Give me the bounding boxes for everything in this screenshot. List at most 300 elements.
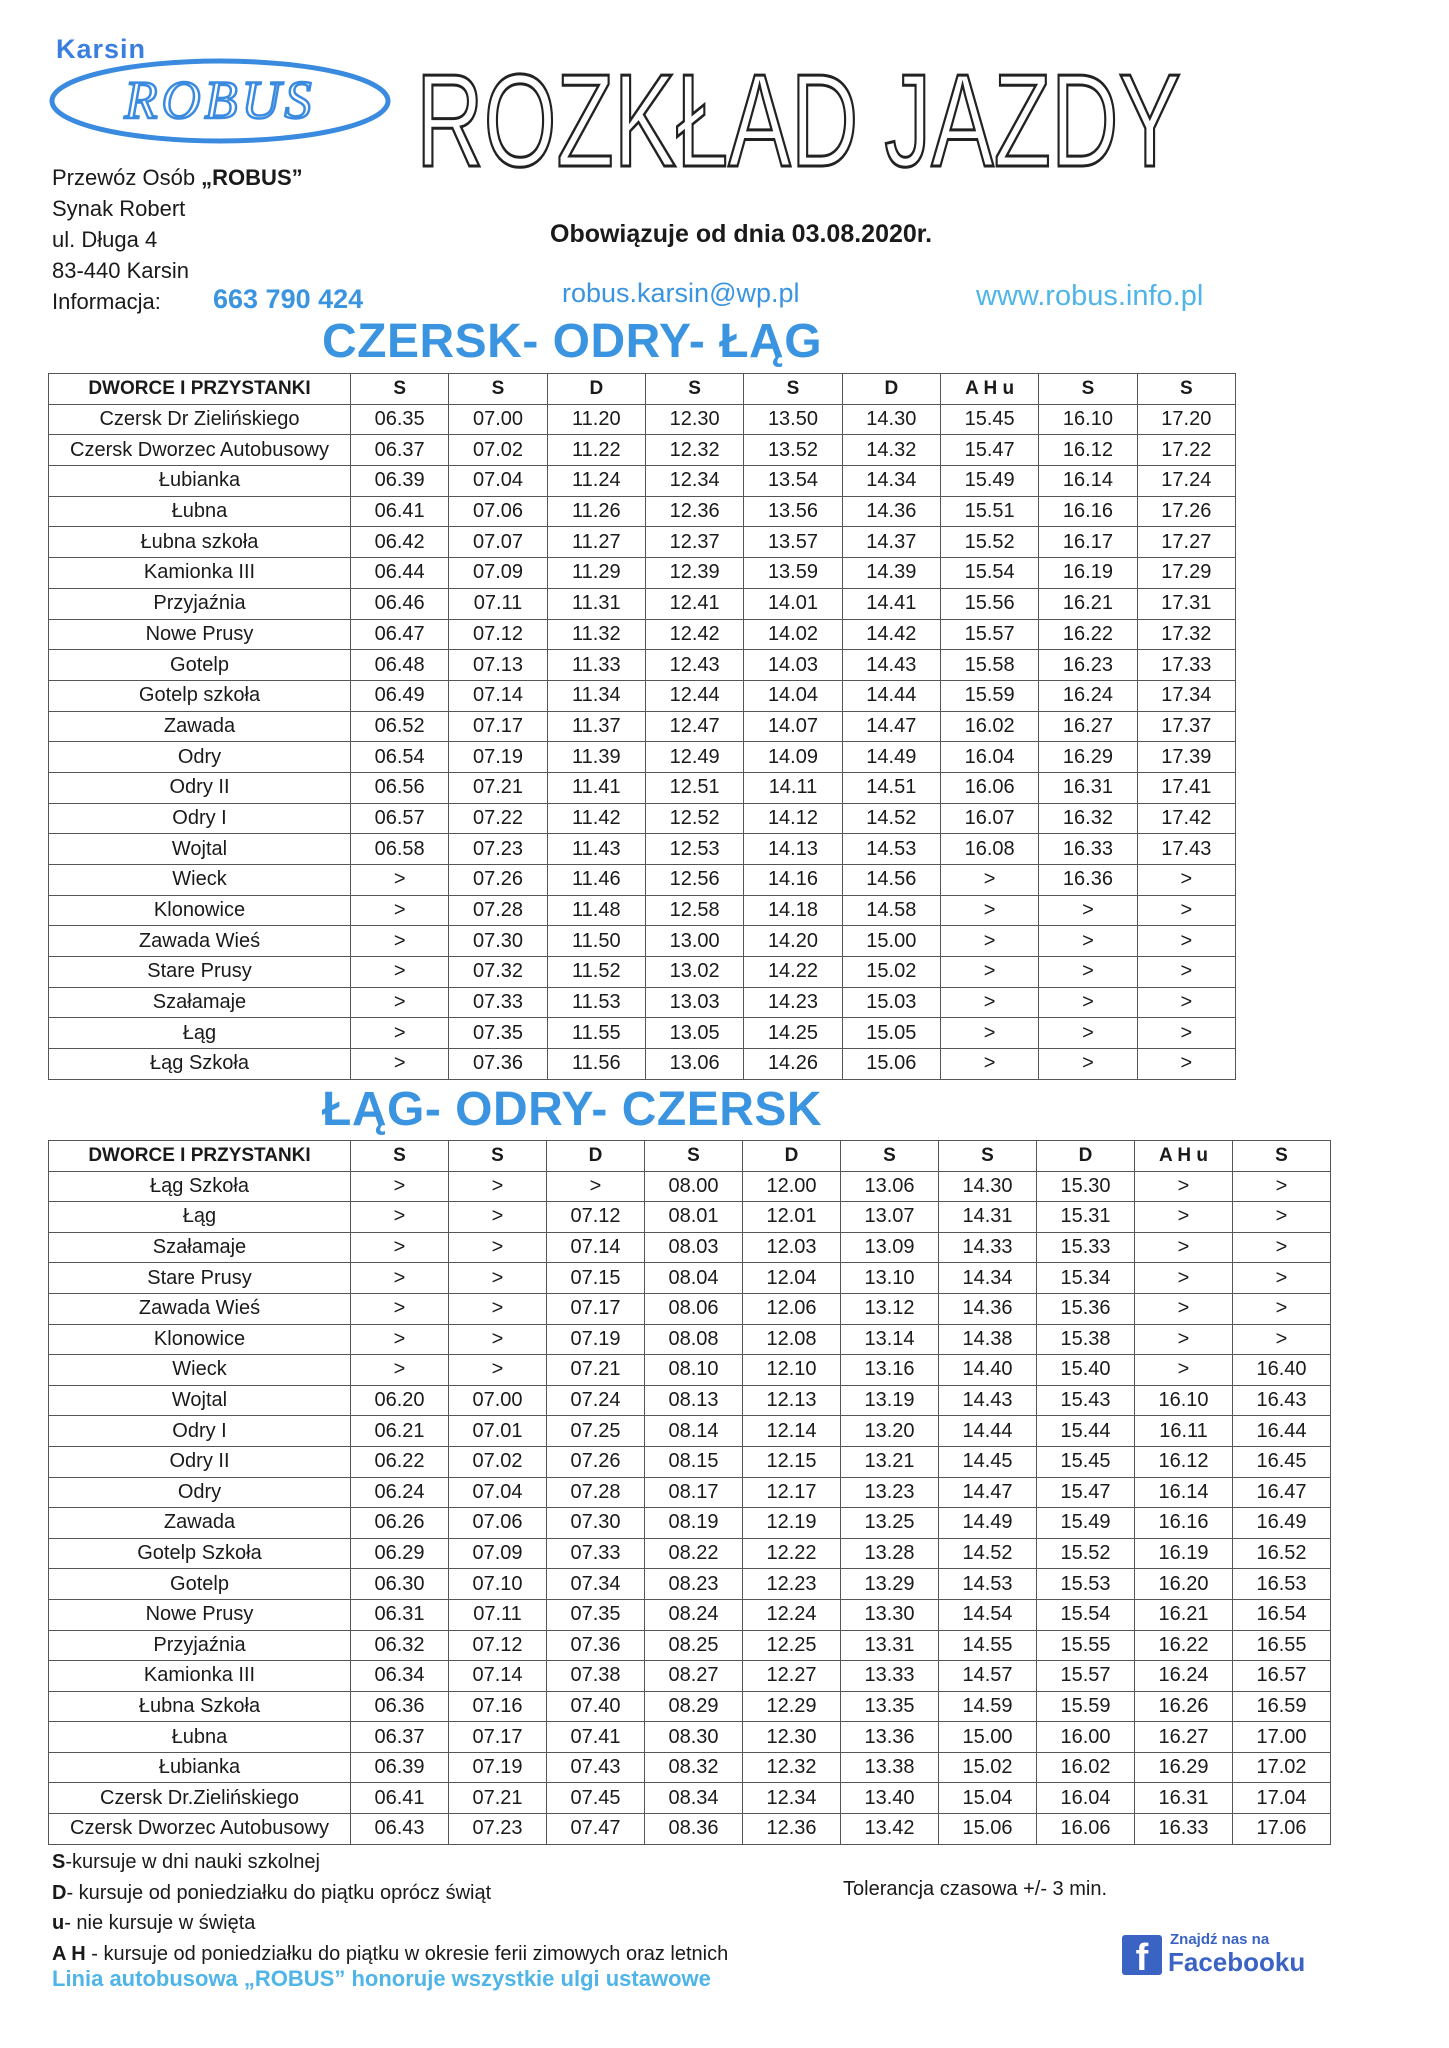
departure-time: 12.32	[743, 1752, 841, 1783]
email-address: robus.karsin@wp.pl	[562, 278, 800, 308]
table-row	[49, 865, 1236, 896]
stop-name: Czersk Dworzec Autobusowy	[49, 1814, 351, 1845]
departure-time: 14.57	[939, 1661, 1037, 1692]
tolerance-note: Tolerancja czasowa +/- 3 min.	[843, 1878, 1108, 1900]
departure-time: 13.59	[744, 558, 842, 589]
stop-name: Czersk Dworzec Autobusowy	[49, 435, 351, 466]
departure-time: 07.22	[449, 803, 547, 834]
departure-time: 12.15	[743, 1446, 841, 1477]
table-row	[49, 1263, 1331, 1294]
departure-time: 12.10	[743, 1355, 841, 1386]
departure-time: >	[351, 1324, 449, 1355]
departure-time: 12.13	[743, 1385, 841, 1416]
route1-title: CZERSK- ODRY- ŁĄG	[322, 315, 823, 368]
departure-time: 06.21	[351, 1416, 449, 1447]
company-street: ul. Długa 4	[52, 227, 158, 252]
departure-time: 14.59	[939, 1691, 1037, 1722]
departure-time: 17.29	[1137, 558, 1235, 589]
departure-time: 07.45	[547, 1783, 645, 1814]
departure-time: 13.21	[841, 1446, 939, 1477]
departure-time: >	[1039, 987, 1137, 1018]
departure-time: 07.36	[449, 1049, 547, 1080]
departure-time: 13.42	[841, 1814, 939, 1845]
departure-time: 07.26	[547, 1446, 645, 1477]
departure-time: 14.30	[939, 1171, 1037, 1202]
departure-time: 14.03	[744, 650, 842, 681]
departure-time: 17.32	[1137, 619, 1235, 650]
departure-time: >	[1233, 1232, 1331, 1263]
departure-time: 06.30	[351, 1569, 449, 1600]
departure-time: 16.10	[1135, 1385, 1233, 1416]
departure-time: 11.53	[547, 987, 645, 1018]
departure-time: 14.04	[744, 680, 842, 711]
departure-time: 14.49	[842, 742, 940, 773]
table-row	[49, 558, 1236, 589]
departure-time: 12.34	[645, 466, 743, 497]
stop-name: Zawada	[49, 711, 351, 742]
stop-name: Odry II	[49, 772, 351, 803]
departure-time: 15.57	[1037, 1661, 1135, 1692]
departure-time: >	[351, 1202, 449, 1233]
departure-time: 15.53	[1037, 1569, 1135, 1600]
stop-name: Wojtal	[49, 834, 351, 865]
departure-time: 16.31	[1039, 772, 1137, 803]
departure-time: 12.58	[645, 895, 743, 926]
table-row	[49, 772, 1236, 803]
departure-time: 16.04	[1037, 1783, 1135, 1814]
departure-time: 16.33	[1135, 1814, 1233, 1845]
departure-time: >	[449, 1324, 547, 1355]
column-header-course: S	[645, 374, 743, 405]
departure-time: 07.12	[547, 1202, 645, 1233]
departure-time: 16.19	[1135, 1538, 1233, 1569]
column-header-stops: DWORCE I PRZYSTANKI	[49, 1141, 351, 1172]
departure-time: >	[1233, 1263, 1331, 1294]
departure-time: >	[940, 987, 1038, 1018]
departure-time: 07.26	[449, 865, 547, 896]
departure-time: 11.39	[547, 742, 645, 773]
departure-time: 15.02	[939, 1752, 1037, 1783]
departure-time: 16.00	[1037, 1722, 1135, 1753]
column-header-course: A H u	[940, 374, 1038, 405]
departure-time: 15.33	[1037, 1232, 1135, 1263]
departure-time: 07.02	[449, 435, 547, 466]
departure-time: 12.56	[645, 865, 743, 896]
departure-time: 08.04	[645, 1263, 743, 1294]
departure-time: >	[547, 1171, 645, 1202]
departure-time: 12.00	[743, 1171, 841, 1202]
departure-time: 08.10	[645, 1355, 743, 1386]
departure-time: 12.24	[743, 1599, 841, 1630]
departure-time: 13.28	[841, 1538, 939, 1569]
departure-time: 07.33	[547, 1538, 645, 1569]
column-header-course: D	[1037, 1141, 1135, 1172]
departure-time: 13.56	[744, 496, 842, 527]
departure-time: 13.31	[841, 1630, 939, 1661]
departure-time: 12.29	[743, 1691, 841, 1722]
departure-time: 14.52	[842, 803, 940, 834]
departure-time: 17.24	[1137, 466, 1235, 497]
departure-time: 07.00	[449, 404, 547, 435]
stop-name: Przyjaźnia	[49, 588, 351, 619]
departure-time: 17.27	[1137, 527, 1235, 558]
departure-time: 16.32	[1039, 803, 1137, 834]
departure-time: >	[449, 1293, 547, 1324]
departure-time: 16.12	[1039, 435, 1137, 466]
departure-time: 16.21	[1135, 1599, 1233, 1630]
departure-time: 13.00	[645, 926, 743, 957]
departure-time: 14.56	[842, 865, 940, 896]
stop-name: Łubna szkoła	[49, 527, 351, 558]
column-header-course: S	[645, 1141, 743, 1172]
departure-time: 07.21	[449, 1783, 547, 1814]
departure-time: 06.39	[351, 1752, 449, 1783]
table-row	[49, 1324, 1331, 1355]
departure-time: 07.12	[449, 1630, 547, 1661]
departure-time: 06.48	[351, 650, 449, 681]
departure-time: 11.33	[547, 650, 645, 681]
departure-time: 14.23	[744, 987, 842, 1018]
column-header-course: D	[547, 1141, 645, 1172]
departure-time: 13.19	[841, 1385, 939, 1416]
departure-time: 15.58	[940, 650, 1038, 681]
departure-time: 11.48	[547, 895, 645, 926]
departure-time: 06.56	[351, 772, 449, 803]
departure-time: 14.18	[744, 895, 842, 926]
departure-time: 07.28	[449, 895, 547, 926]
departure-time: 08.03	[645, 1232, 743, 1263]
departure-time: 11.32	[547, 619, 645, 650]
departure-time: 16.52	[1233, 1538, 1331, 1569]
stop-name: Odry	[49, 742, 351, 773]
departure-time: 12.30	[645, 404, 743, 435]
website-url: www.robus.info.pl	[976, 280, 1204, 312]
departure-time: 07.10	[449, 1569, 547, 1600]
departure-time: 15.44	[1037, 1416, 1135, 1447]
departure-time: 06.29	[351, 1538, 449, 1569]
departure-time: >	[1135, 1232, 1233, 1263]
departure-time: 12.30	[743, 1722, 841, 1753]
stop-name: Łubna Szkoła	[49, 1691, 351, 1722]
departure-time: >	[449, 1355, 547, 1386]
departure-time: 08.22	[645, 1538, 743, 1569]
departure-time: 15.54	[940, 558, 1038, 589]
departure-time: >	[940, 1018, 1038, 1049]
departure-time: 16.49	[1233, 1508, 1331, 1539]
departure-time: 07.30	[547, 1508, 645, 1539]
departure-time: 17.37	[1137, 711, 1235, 742]
stop-name: Zawada Wieś	[49, 1293, 351, 1324]
departure-time: 07.12	[449, 619, 547, 650]
stop-name: Łąg Szkoła	[49, 1049, 351, 1080]
phone-number: 663 790 424	[213, 284, 364, 314]
departure-time: 16.16	[1039, 496, 1137, 527]
departure-time: 16.02	[940, 711, 1038, 742]
departure-time: 16.04	[940, 742, 1038, 773]
departure-time: 07.35	[449, 1018, 547, 1049]
departure-time: >	[351, 1049, 449, 1080]
departure-time: 14.09	[744, 742, 842, 773]
departure-time: 11.31	[547, 588, 645, 619]
departure-time: 15.34	[1037, 1263, 1135, 1294]
table-row	[49, 1171, 1331, 1202]
departure-time: 06.47	[351, 619, 449, 650]
departure-time: 16.33	[1039, 834, 1137, 865]
departure-time: 13.23	[841, 1477, 939, 1508]
departure-time: 13.50	[744, 404, 842, 435]
departure-time: 14.36	[842, 496, 940, 527]
column-header-course: S	[939, 1141, 1037, 1172]
departure-time: 14.53	[939, 1569, 1037, 1600]
departure-time: 12.01	[743, 1202, 841, 1233]
departure-time: >	[351, 1232, 449, 1263]
stop-name: Stare Prusy	[49, 957, 351, 988]
departure-time: 16.59	[1233, 1691, 1331, 1722]
column-header-course: S	[841, 1141, 939, 1172]
departure-time: 06.41	[351, 1783, 449, 1814]
departure-time: 08.06	[645, 1293, 743, 1324]
stop-name: Szałamaje	[49, 1232, 351, 1263]
table-row	[49, 1508, 1331, 1539]
departure-time: 13.35	[841, 1691, 939, 1722]
departure-time: 15.05	[842, 1018, 940, 1049]
departure-time: 15.47	[940, 435, 1038, 466]
departure-time: 17.31	[1137, 588, 1235, 619]
stop-name: Przyjaźnia	[49, 1630, 351, 1661]
departure-time: 06.34	[351, 1661, 449, 1692]
departure-time: 12.39	[645, 558, 743, 589]
departure-time: 17.41	[1137, 772, 1235, 803]
table-row	[49, 619, 1236, 650]
departure-time: 17.04	[1233, 1783, 1331, 1814]
departure-time: 12.27	[743, 1661, 841, 1692]
departure-time: 15.56	[940, 588, 1038, 619]
departure-time: 07.38	[547, 1661, 645, 1692]
departure-time: 06.35	[351, 404, 449, 435]
departure-time: 14.54	[939, 1599, 1037, 1630]
departure-time: 13.30	[841, 1599, 939, 1630]
departure-time: 15.45	[940, 404, 1038, 435]
route2-timetable	[48, 1140, 1331, 1845]
departure-time: 06.32	[351, 1630, 449, 1661]
departure-time: 13.20	[841, 1416, 939, 1447]
departure-time: 13.14	[841, 1324, 939, 1355]
departure-time: 07.09	[449, 558, 547, 589]
departure-time: >	[1039, 895, 1137, 926]
stop-name: Stare Prusy	[49, 1263, 351, 1294]
departure-time: 07.19	[449, 1752, 547, 1783]
departure-time: 06.22	[351, 1446, 449, 1477]
table-row	[49, 1232, 1331, 1263]
departure-time: 11.42	[547, 803, 645, 834]
departure-time: 13.57	[744, 527, 842, 558]
departure-time: 15.40	[1037, 1355, 1135, 1386]
departure-time: >	[1137, 987, 1235, 1018]
departure-time: 14.53	[842, 834, 940, 865]
departure-time: >	[449, 1202, 547, 1233]
departure-time: >	[1135, 1324, 1233, 1355]
departure-time: 14.44	[939, 1416, 1037, 1447]
legend-item-u: u- nie kursuje w święta	[52, 1912, 256, 1934]
departure-time: 07.40	[547, 1691, 645, 1722]
column-header-course: S	[351, 1141, 449, 1172]
departure-time: 06.44	[351, 558, 449, 589]
departure-time: 14.43	[842, 650, 940, 681]
stop-name: Gotelp szkoła	[49, 680, 351, 711]
stop-name: Klonowice	[49, 895, 351, 926]
departure-time: 16.23	[1039, 650, 1137, 681]
departure-time: 12.53	[645, 834, 743, 865]
departure-time: 11.50	[547, 926, 645, 957]
departure-time: 14.07	[744, 711, 842, 742]
departure-time: 14.41	[842, 588, 940, 619]
column-header-course: D	[743, 1141, 841, 1172]
departure-time: 15.30	[1037, 1171, 1135, 1202]
departure-time: 16.14	[1135, 1477, 1233, 1508]
departure-time: 08.19	[645, 1508, 743, 1539]
departure-time: 07.11	[449, 1599, 547, 1630]
departure-time: 16.08	[940, 834, 1038, 865]
departure-time: 12.34	[743, 1783, 841, 1814]
departure-time: 16.31	[1135, 1783, 1233, 1814]
departure-time: 12.43	[645, 650, 743, 681]
column-header-course: S	[1039, 374, 1137, 405]
table-row	[49, 588, 1236, 619]
departure-time: 12.36	[743, 1814, 841, 1845]
valid-from: Obowiązuje od dnia 03.08.2020r.	[550, 220, 933, 248]
departure-time: 12.17	[743, 1477, 841, 1508]
departure-time: 13.25	[841, 1508, 939, 1539]
departure-time: 07.17	[449, 1722, 547, 1753]
departure-time: 13.54	[744, 466, 842, 497]
departure-time: 14.11	[744, 772, 842, 803]
departure-time: 07.28	[547, 1477, 645, 1508]
departure-time: 06.42	[351, 527, 449, 558]
stop-name: Gotelp	[49, 650, 351, 681]
departure-time: 16.53	[1233, 1569, 1331, 1600]
table-header-row	[49, 1141, 1331, 1172]
facebook-big-text: Facebooku	[1168, 1947, 1306, 1977]
departure-time: 14.34	[842, 466, 940, 497]
departure-time: 08.17	[645, 1477, 743, 1508]
departure-time: >	[1135, 1355, 1233, 1386]
departure-time: 15.49	[1037, 1508, 1135, 1539]
departure-time: >	[1233, 1293, 1331, 1324]
departure-time: 12.42	[645, 619, 743, 650]
legend	[52, 1847, 728, 1969]
departure-time: 14.26	[744, 1049, 842, 1080]
departure-time: 06.43	[351, 1814, 449, 1845]
route1-timetable	[48, 373, 1236, 1080]
departure-time: >	[1039, 1049, 1137, 1080]
departure-time: 16.47	[1233, 1477, 1331, 1508]
facebook-badge[interactable]	[1118, 1929, 1306, 1985]
column-header-course: D	[842, 374, 940, 405]
departure-time: 07.19	[449, 742, 547, 773]
departure-time: 08.08	[645, 1324, 743, 1355]
column-header-course: S	[744, 374, 842, 405]
column-header-course: S	[351, 374, 449, 405]
departure-time: 14.01	[744, 588, 842, 619]
departure-time: 12.49	[645, 742, 743, 773]
departure-time: 12.14	[743, 1416, 841, 1447]
departure-time: 12.22	[743, 1538, 841, 1569]
departure-time: 07.01	[449, 1416, 547, 1447]
stop-name: Nowe Prusy	[49, 1599, 351, 1630]
departure-time: 16.20	[1135, 1569, 1233, 1600]
column-header-stops: DWORCE I PRZYSTANKI	[49, 374, 351, 405]
departure-time: 12.06	[743, 1293, 841, 1324]
departure-time: >	[1233, 1202, 1331, 1233]
column-header-course: D	[547, 374, 645, 405]
stop-name: Szałamaje	[49, 987, 351, 1018]
table-row	[49, 496, 1236, 527]
departure-time: 13.12	[841, 1293, 939, 1324]
table-row	[49, 1722, 1331, 1753]
departure-time: 13.52	[744, 435, 842, 466]
stop-name: Łąg	[49, 1202, 351, 1233]
table-row	[49, 466, 1236, 497]
departure-time: 16.45	[1233, 1446, 1331, 1477]
departure-time: 07.47	[547, 1814, 645, 1845]
table-row	[49, 404, 1236, 435]
departure-time: 17.00	[1233, 1722, 1331, 1753]
departure-time: >	[940, 895, 1038, 926]
departure-time: 16.26	[1135, 1691, 1233, 1722]
departure-time: 11.55	[547, 1018, 645, 1049]
departure-time: 13.09	[841, 1232, 939, 1263]
table-row	[49, 1446, 1331, 1477]
departure-time: 08.32	[645, 1752, 743, 1783]
departure-time: 06.37	[351, 1722, 449, 1753]
departure-time: 16.21	[1039, 588, 1137, 619]
departure-time: 06.52	[351, 711, 449, 742]
departure-time: >	[351, 957, 449, 988]
departure-time: 07.06	[449, 1508, 547, 1539]
departure-time: 16.17	[1039, 527, 1137, 558]
departure-time: 07.00	[449, 1385, 547, 1416]
departure-time: 13.07	[841, 1202, 939, 1233]
departure-time: 08.23	[645, 1569, 743, 1600]
departure-time: 07.24	[547, 1385, 645, 1416]
table-row	[49, 1630, 1331, 1661]
departure-time: 07.32	[449, 957, 547, 988]
departure-time: 14.32	[842, 435, 940, 466]
departure-time: 16.24	[1135, 1661, 1233, 1692]
departure-time: 14.13	[744, 834, 842, 865]
departure-time: 16.57	[1233, 1661, 1331, 1692]
departure-time: 07.11	[449, 588, 547, 619]
departure-time: >	[1039, 926, 1137, 957]
departure-time: >	[1135, 1293, 1233, 1324]
departure-time: 07.41	[547, 1722, 645, 1753]
departure-time: 08.01	[645, 1202, 743, 1233]
table-row	[49, 1293, 1331, 1324]
departure-time: 08.34	[645, 1783, 743, 1814]
departure-time: 14.47	[842, 711, 940, 742]
departure-time: >	[1137, 957, 1235, 988]
table-row	[49, 1416, 1331, 1447]
departure-time: 06.58	[351, 834, 449, 865]
legend-item-ah: A H - kursuje od poniedziałku do piątku w okresie ferii zimowych oraz letnich	[52, 1942, 729, 1965]
departure-time: 13.29	[841, 1569, 939, 1600]
table-header-row	[49, 374, 1236, 405]
departure-time: 11.26	[547, 496, 645, 527]
departure-time: >	[449, 1263, 547, 1294]
departure-time: 17.02	[1233, 1752, 1331, 1783]
departure-time: 14.37	[842, 527, 940, 558]
departure-time: 17.06	[1233, 1814, 1331, 1845]
